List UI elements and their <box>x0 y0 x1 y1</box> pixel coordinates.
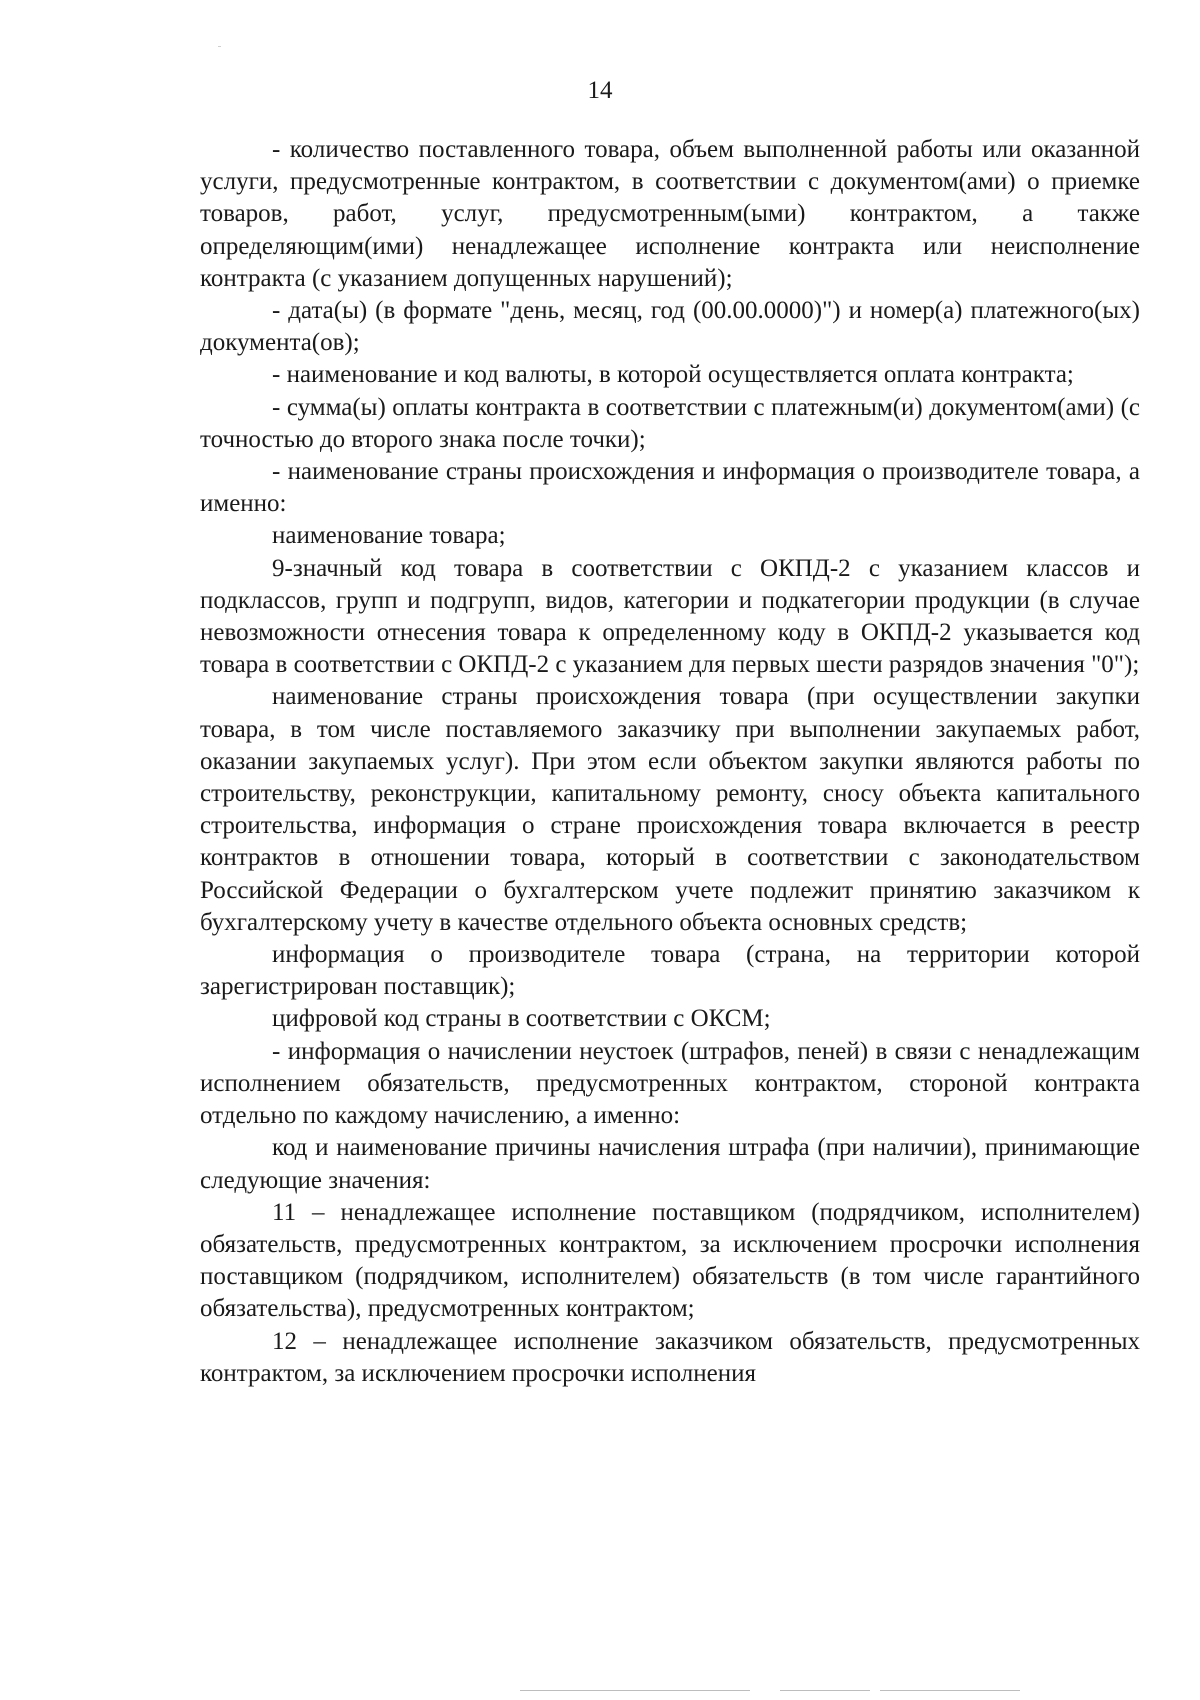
paragraph-fine-reason: код и наименование причины начисления штрафа (при наличии), принимающие следующие значения: <box>200 1134 1140 1194</box>
paragraph-origin-country: - наименование страны происхождения и информация о производителе товара, а именно: <box>200 458 1140 518</box>
paragraph-payment-sums: - сумма(ы) оплаты контракта в соответствии с платежным(и) документом(ами) (с точностью до второго знака после точки); <box>200 393 1140 453</box>
paragraph-oksm-code: цифровой код страны в соответствии с ОКСМ; <box>272 1005 771 1033</box>
paragraph-penalties: - информация о начислении неустоек (штрафов, пеней) в связи с ненадлежащим исполнением обязательств, предусмотренных контрактом, стороной контракта отдельно по каждому начислению, а именно: <box>200 1037 1140 1130</box>
page-number: 14 <box>587 77 613 104</box>
paragraph-currency: - наименование и код валюты, в которой осуществляется оплата контракта; <box>272 361 1074 389</box>
paragraph-code-12: 12 – ненадлежащее исполнение заказчиком обязательств, предусмотренных контрактом, за исключением просрочки исполнения <box>200 1327 1140 1387</box>
scan-artifact <box>218 46 221 47</box>
paragraph-origin-country-name: наименование страны происхождения товара (при осуществлении закупки товара, в том числе поставляемого заказчику при выполнении закупаемых работ, оказании закупаемых услуг). При этом если объектом закупки являются работы по строительству, реконструкции, капитальному ремонту, сносу объекта капитального строительства, информация о стране происхождения товара включается в реестр контрактов в отношении товара, который в соответствии с законодательством Российской Федерации о бухгалтерском учете подлежит принятию заказчиком к бухгалтерскому учету в качестве отдельного объекта основных средств; <box>200 683 1140 936</box>
paragraph-manufacturer-info: информация о производителе товара (страна, на территории которой зарегистрирован поставщик); <box>200 941 1140 1001</box>
document-body <box>200 134 1140 1390</box>
paragraph-payment-dates: - дата(ы) (в формате "день, месяц, год (00.00.0000)") и номер(а) платежного(ых) документа(ов); <box>200 297 1140 357</box>
scan-artifact-line <box>780 1690 870 1691</box>
scan-artifact-line <box>520 1690 750 1691</box>
scan-artifact-line <box>880 1690 1020 1691</box>
paragraph-code-11: 11 – ненадлежащее исполнение поставщиком (подрядчиком, исполнителем) обязательств, предусмотренных контрактом, за исключением просрочки исполнения поставщиком (подрядчиком, исполнителем) обязательств (в том числе гарантийного обязательства), предусмотренных контрактом; <box>200 1198 1140 1323</box>
paragraph-okpd2-code: 9-значный код товара в соответствии с ОКПД-2 с указанием классов и подклассов, групп и подгрупп, видов, категории и подкатегории продукции (в случае невозможности отнесения товара к определенному коду в ОКПД-2 указывается код товара в соответствии с ОКПД-2 с указанием для первых шести разрядов значения "0"); <box>200 554 1140 679</box>
paragraph-goods-quantity: - количество поставленного товара, объем выполненной работы или оказанной услуги, предусмотренные контрактом, в соответствии с документом(ами) о приемке товаров, работ, услуг, предусмотренным(ыми) контрактом, а также определяющим(ими) ненадлежащее исполнение контракта или неисполнение контракта (с указанием допущенных нарушений); <box>200 136 1140 292</box>
paragraph-goods-name: наименование товара; <box>272 522 506 550</box>
